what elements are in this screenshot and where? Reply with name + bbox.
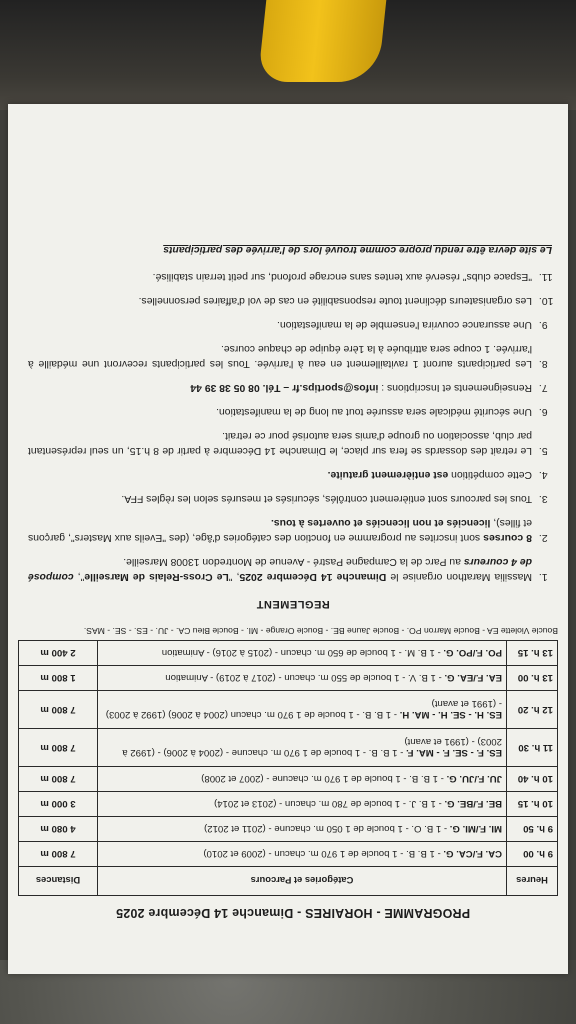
row-course: - 1 B. V. - 1 boucle de 550 m. chacun - (2017 à 2019) - Animation xyxy=(165,672,445,684)
rule-item xyxy=(28,491,536,506)
row-distance: 7 800 m xyxy=(19,691,98,729)
rule-text-part: infos@sportips.fr – Tél. 08 05 38 39 44 xyxy=(190,382,379,393)
header-categories: Catégories et Parcours xyxy=(98,867,507,896)
rule-text-part: Dimanche 14 Décembre 2025 xyxy=(239,571,387,582)
row-course: - 1 B. J. - 1 boucle de 780 m. chacun - (2013 et 2014) xyxy=(214,798,445,810)
row-course: - 1 B. O. - 1 boucle de 1 050 m. chacune - (2011 et 2012) xyxy=(204,823,450,835)
reglement-title: REGLEMENT xyxy=(256,598,330,610)
row-categories xyxy=(98,729,507,767)
document-sheet xyxy=(8,104,568,974)
row-time: 13 h. 00 xyxy=(507,666,558,691)
schedule-row xyxy=(19,842,558,867)
programme-title: PROGRAMME - HORAIRES - Dimanche 14 Décembre 2025 xyxy=(115,906,471,920)
rule-item xyxy=(28,428,536,458)
schedule-row xyxy=(19,691,558,729)
rule-text-part: sont inscrites au programme en fonction des catégories d'âge, (des "Eveils aux Masters", garçons et filles), xyxy=(28,517,532,543)
yellow-object xyxy=(258,0,387,82)
rule-item xyxy=(28,317,536,332)
schedule-table xyxy=(18,640,558,896)
row-distance: 7 800 m xyxy=(19,842,98,867)
schedule-row xyxy=(19,641,558,666)
rule-text-part: Les participants auront 1 ravitaillement en eau à l'arrivée. Tous les participants recevront une médaille à l'arrivée. 1 coupe sera attribuée à la 1ère équipe de chaque course. xyxy=(28,343,532,369)
rule-text-part: Les organisateurs déclinent toute responsabilité en cas de vol d'affaires personnelles. xyxy=(138,295,532,306)
rule-item xyxy=(28,404,536,419)
schedule-row xyxy=(19,666,558,691)
row-course: - 1 B. B. - 1 boucle de 1 970 m. chacun - (2009 et 2010) xyxy=(203,848,444,860)
rule-text-part: , " xyxy=(228,571,240,582)
schedule-row xyxy=(19,817,558,842)
rule-text-part: "Espace clubs" réservé aux tentes sans encrage profond, sur petit terrain stabilisé. xyxy=(152,271,532,282)
row-categories xyxy=(98,691,507,729)
schedule-row xyxy=(19,792,558,817)
rule-text-part: Renseignements et Inscriptions : xyxy=(378,382,532,393)
rule-item xyxy=(28,515,536,545)
header-distances: Distances xyxy=(19,867,98,896)
footer-notice: Le site devra être rendu propre comme trouvé lors de l'arrivée des participants xyxy=(163,244,552,255)
row-categories xyxy=(98,767,507,792)
row-categories xyxy=(98,842,507,867)
loops-legend: Boucle Violette EA - Boucle Marron PO. - Boucle Jaune BE. - Boucle Orange - MI. - Boucle Bleu CA. - JU. - ES. - SE. - MAS. xyxy=(83,626,558,636)
row-course: - 1 B. M. - 1 boucle de 650 m. chacun - (2015 à 2016) - Animation xyxy=(161,647,444,659)
row-distance: 4 080 m xyxy=(19,817,98,842)
row-time: 11 h. 30 xyxy=(507,729,558,767)
row-course: - 1 B. B. - 1 boucle de 1 970 m. chacun (2004 à 2006) (1992 à 2003) - (1991 et avant) xyxy=(105,698,502,721)
row-time: 10 h. 15 xyxy=(507,792,558,817)
row-distance: 7 800 m xyxy=(19,767,98,792)
row-cat-code: JU. F./JU. G. xyxy=(446,773,502,785)
rules-list xyxy=(28,269,558,584)
rule-text-part: Cette compétition xyxy=(448,469,532,480)
rule-text-part: licenciés et non licenciés et ouvertes à tous. xyxy=(270,517,491,528)
row-categories xyxy=(98,666,507,691)
row-categories xyxy=(98,817,507,842)
rule-text-part: est entièrement gratuite. xyxy=(327,469,449,480)
schedule-row xyxy=(19,729,558,767)
schedule-row xyxy=(19,767,558,792)
rule-text-part: 8 courses xyxy=(483,532,532,543)
rule-item xyxy=(28,293,536,308)
row-time: 10 h. 40 xyxy=(507,767,558,792)
schedule-header-row xyxy=(19,867,558,896)
rule-text-part: Une sécurité médicale sera assurée tout au long de la manifestation. xyxy=(216,406,532,417)
rule-item xyxy=(28,554,536,584)
rule-text-part: Le Cross-Relais de Marseille xyxy=(84,571,229,582)
row-course: - 1 B. B. - 1 boucle de 1 970 m. chacune - (2004 à 2006) - (1992 à 2003) - (1991 et avant) xyxy=(122,736,502,759)
rule-item xyxy=(28,380,536,395)
schedule-body xyxy=(19,641,558,867)
row-cat-code: CA. F./CA. G. xyxy=(443,848,502,860)
row-time: 12 h. 20 xyxy=(507,691,558,729)
rule-text-part: Une assurance couvrira l'ensemble de la manifestation. xyxy=(277,319,532,330)
row-cat-code: ES. F. - SE. F. - MA. F. xyxy=(406,747,502,759)
row-cat-code: PO. F./PO. G. xyxy=(443,647,502,659)
row-categories xyxy=(98,792,507,817)
rule-text-part: Tous les parcours sont entièrement contrôlés, sécurisés et mesurés selon les règles FFA. xyxy=(121,493,532,504)
rule-text-part: au Parc de la Campagne Pastré - Avenue de Montredon 13008 Marseille. xyxy=(123,556,464,567)
rule-text-part: Le retrait des dossards se fera sur place, le Dimanche 14 Décembre à partir de 8 h.15, un seul représentant par club, association ou groupe d'amis sera autorisé pour ce retrait. xyxy=(28,430,532,456)
row-distance: 2 400 m xyxy=(19,641,98,666)
row-cat-code: BE. F./BE. G. xyxy=(444,798,502,810)
row-distance: 3 000 m xyxy=(19,792,98,817)
row-categories xyxy=(98,641,507,666)
row-cat-code: EA. F./EA. G. xyxy=(444,672,502,684)
document-content xyxy=(28,244,558,920)
row-time: 13 h. 15 xyxy=(507,641,558,666)
row-cat-code: ES. H. - SE. H. - MA. H. xyxy=(399,709,502,721)
rule-text-part: Massilia Marathon organise le xyxy=(386,571,532,582)
row-cat-code: MI. F./MI. G. xyxy=(449,823,502,835)
rule-text-part: ", xyxy=(73,571,85,582)
row-distance: 1 800 m xyxy=(19,666,98,691)
rule-text-part: composé de 4 coureurs xyxy=(28,556,532,582)
rule-item xyxy=(28,341,536,371)
row-course: - 1 B. B. - 1 boucle de 1 970 m. chacune - (2007 et 2008) xyxy=(201,773,447,785)
row-distance: 7 800 m xyxy=(19,729,98,767)
rule-item xyxy=(28,269,536,284)
rule-item xyxy=(28,467,536,482)
row-time: 9 h. 50 xyxy=(507,817,558,842)
row-time: 9 h. 00 xyxy=(507,842,558,867)
header-heures: Heures xyxy=(507,867,558,896)
